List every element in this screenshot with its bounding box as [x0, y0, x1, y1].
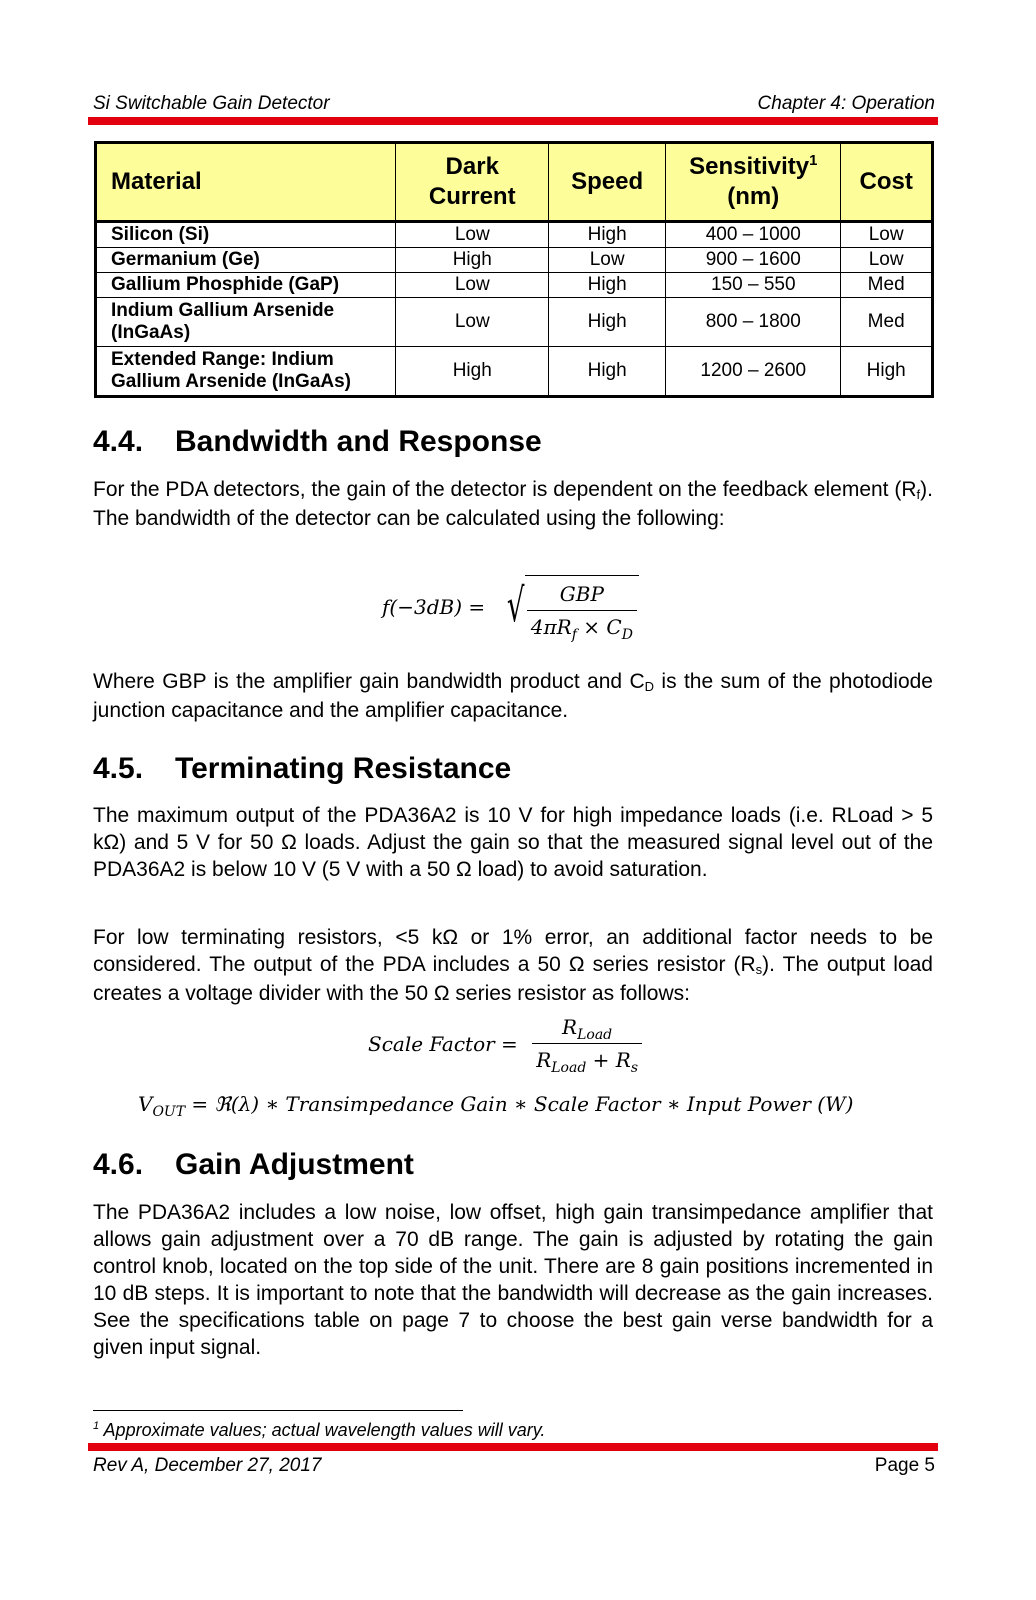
bandwidth-equation: f(−3dB) = √ $\frac{\text{GBP}}{4\pi R_f \times C_D}$ [382, 575, 639, 639]
cell-dark-current: Low [396, 222, 549, 248]
table-header-row [96, 143, 933, 222]
cell-sensitivity: 1200 – 2600 [666, 347, 841, 397]
cell-speed: High [549, 347, 666, 397]
footer-rule [88, 1443, 938, 1451]
col-header-cost: Cost [841, 143, 933, 222]
section-heading-terminating: 4.5. Terminating Resistance [93, 752, 512, 785]
bandwidth-paragraph-2: Where GBP is the amplifier gain bandwidth product and $C_D$ is the sum of the photodiode junction capacitance and the amplifier capacitance. [93, 670, 933, 722]
cell-dark-current: Low [396, 273, 549, 298]
cell-speed: High [549, 273, 666, 298]
vout-equation: $V_{OUT}$ = ℜ(λ) ∗ Transimpedance Gain ∗ Scale Factor ∗ Input Power (W) [138, 1092, 854, 1120]
cell-speed: Low [549, 248, 666, 273]
scale-factor-equation: Scale Factor = $\frac{R_{Load}}{R_{Load} + R_s}$ [368, 1015, 642, 1072]
cell-sensitivity: 900 – 1600 [666, 248, 841, 273]
footnote: $^1$ Approximate values; actual wavelength values will vary. [93, 1420, 546, 1440]
cell-material: Silicon (Si) [96, 222, 396, 248]
cell-cost: Med [841, 273, 933, 298]
table-row [96, 222, 933, 248]
cell-material: Extended Range: Indium Gallium Arsenide (InGaAs) [96, 347, 396, 397]
section-heading-bandwidth: 4.4. Bandwidth and Response [93, 425, 542, 458]
bandwidth-paragraph-1: For the PDA detectors, the gain of the detector is dependent on the feedback element $(R_f)$. The bandwidth of the detector can be calculated using the following: [93, 478, 933, 530]
footer-revision: Rev A, December 27, 2017 [93, 1455, 322, 1476]
page-number: Page 5 [874, 1455, 935, 1476]
cell-cost: Low [841, 248, 933, 273]
terminating-paragraph-2: For low terminating resistors, <5 kΩ or 1% error, an additional factor needs to be considered. The output of the PDA includes a 50 Ω series resistor $(R_s)$. The output load creates a voltage divider with the 50 Ω series resistor as follows: [93, 926, 933, 1005]
cell-cost: Med [841, 298, 933, 347]
table-row [96, 248, 933, 273]
cell-dark-current: Low [396, 298, 549, 347]
table-row [96, 273, 933, 298]
cell-dark-current: High [396, 347, 549, 397]
col-header-material: Material [96, 143, 396, 222]
table-row [96, 298, 933, 347]
cell-material: Indium Gallium Arsenide (InGaAs) [96, 298, 396, 347]
page-header [93, 93, 935, 117]
materials-table [94, 141, 934, 398]
col-header-sensitivity: Sensitivity$^1$ (nm) [666, 143, 841, 222]
cell-speed: High [549, 298, 666, 347]
col-header-speed: Speed [549, 143, 666, 222]
section-heading-gain: 4.6. Gain Adjustment [93, 1148, 414, 1181]
cell-material: Gallium Phosphide (GaP) [96, 273, 396, 298]
header-chapter: Chapter 4: Operation [757, 93, 935, 114]
terminating-paragraph-1: The maximum output of the PDA36A2 is 10 V for high impedance loads (i.e. RLoad > 5 kΩ) and 5 V for 50 Ω loads. Adjust the gain so that the measured signal level out of the PDA36A2 is below 10 V (5 V with a 50 Ω load) to avoid saturation. [93, 804, 933, 881]
cell-cost: High [841, 347, 933, 397]
cell-speed: High [549, 222, 666, 248]
cell-sensitivity: 800 – 1800 [666, 298, 841, 347]
cell-dark-current: High [396, 248, 549, 273]
sqrt-icon: √ [507, 578, 525, 632]
cell-sensitivity: 150 – 550 [666, 273, 841, 298]
cell-material: Germanium (Ge) [96, 248, 396, 273]
header-title: Si Switchable Gain Detector [93, 93, 330, 114]
gain-paragraph: The PDA36A2 includes a low noise, low offset, high gain transimpedance amplifier that allows gain adjustment over a 70 dB range. The gain is adjusted by rotating the gain control knob, located on the top side of the unit. There are 8 gain positions incremented in 10 dB steps. It is important to note that the bandwidth will decrease as the gain increases. See the specifications table on page 7 to choose the best gain verse bandwidth for a given input signal. [93, 1201, 933, 1359]
header-rule [88, 117, 938, 125]
cell-sensitivity: 400 – 1000 [666, 222, 841, 248]
col-header-dark-current: Dark Current [396, 143, 549, 222]
footnote-rule [93, 1410, 463, 1411]
table-row [96, 347, 933, 397]
cell-cost: Low [841, 222, 933, 248]
